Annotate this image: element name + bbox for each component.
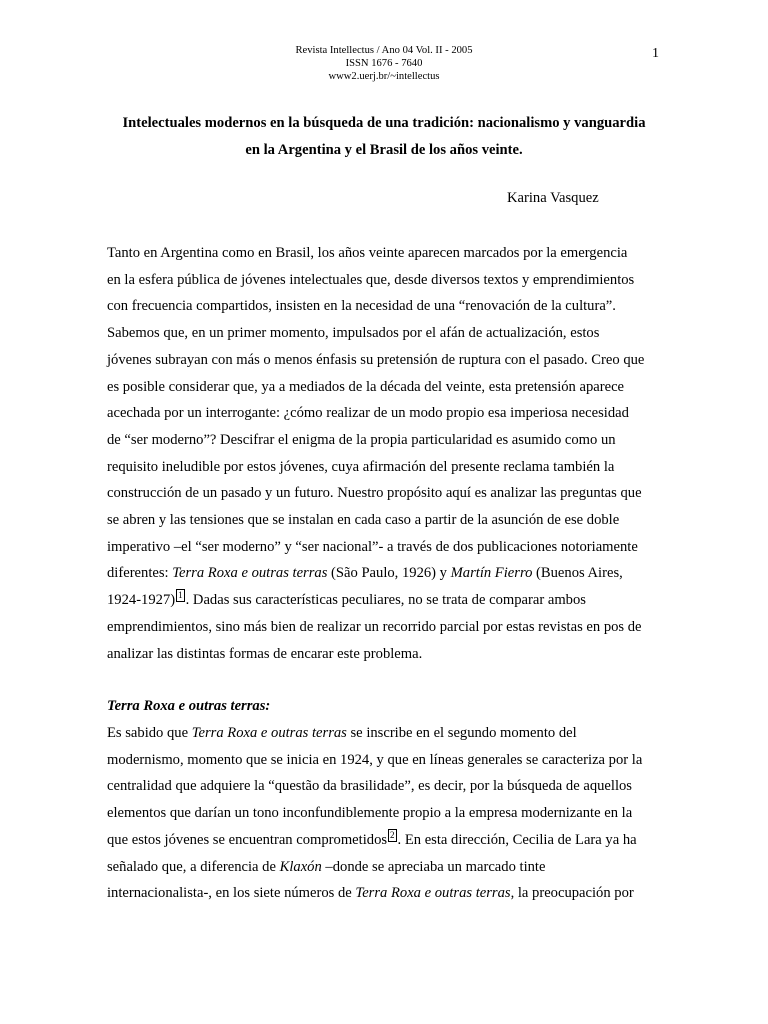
- text-line: [107, 560, 663, 587]
- author-name: Karina Vasquez: [507, 190, 599, 206]
- footnote-link-2[interactable]: 2: [390, 829, 395, 840]
- header-url: www2.uerj.br/~intellectus: [328, 71, 440, 82]
- text-line: emprendimientos, sino más bien de realizar un recorrido parcial por estas revistas en pos de: [107, 618, 642, 635]
- title-line-1: Intelectuales modernos en la búsqueda de una tradición: nacionalismo y vanguardia: [122, 115, 646, 131]
- intro-paragraph: [107, 240, 663, 667]
- text-run: 1924-1927): [107, 592, 176, 609]
- text-run: (Buenos Aires,: [532, 565, 623, 582]
- text-line: requisito ineludible por estos jóvenes, cuya afirmación del presente reclama también la: [107, 458, 615, 475]
- text-run: que estos jóvenes se encuentran comprometidos: [107, 831, 388, 848]
- text-line: [107, 880, 663, 907]
- text-line: construcción de un pasado y un futuro. Nuestro propósito aquí es analizar las preguntas que: [107, 485, 642, 502]
- text-line: imperativo –el “ser moderno” y “ser nacional”- a través de dos publicaciones notoriamente: [107, 538, 638, 555]
- section-paragraph: [107, 720, 663, 907]
- text-run: . En esta dirección, Cecilia de Lara ya ha: [397, 831, 637, 848]
- text-line: de “ser moderno”? Descifrar el enigma de la propia particularidad es asumido como un: [107, 431, 616, 448]
- footnote-link-1[interactable]: 1: [178, 590, 183, 601]
- section-heading: Terra Roxa e outras terras:: [107, 698, 271, 714]
- article-title: [104, 110, 664, 164]
- text-line: Tanto en Argentina como en Brasil, los años veinte aparecen marcados por la emergencia: [107, 245, 628, 261]
- text-line: jóvenes subrayan con más o menos énfasis su pretensión de ruptura con el pasado. Creo que: [107, 351, 645, 368]
- text-line: centralidad que adquiere la “questão da brasilidade”, es decir, por la búsqueda de aquellos: [107, 778, 632, 795]
- text-line: analizar las distintas formas de encarar este problema.: [107, 645, 423, 662]
- text-run: Es sabido que: [107, 725, 192, 741]
- text-run: señalado que, a diferencia de: [107, 858, 280, 875]
- text-line: con frecuencia compartidos, insisten en la necesidad de una “renovación de la cultura”.: [107, 298, 616, 315]
- italic-title-terra-roxa: Terra Roxa e outras terras: [191, 725, 347, 741]
- italic-title-terra-roxa: Terra Roxa e outras terras: [355, 885, 511, 902]
- text-line: Sabemos que, en un primer momento, impulsados por el afán de actualización, estos: [107, 325, 600, 342]
- text-run: internacionalista-, en los siete números de: [107, 885, 356, 902]
- header-journal: Revista Intellectus / Ano 04 Vol. II - 2005: [295, 45, 473, 56]
- italic-title-terra-roxa: Terra Roxa e outras terras: [172, 565, 328, 582]
- text-line: elementos que darían un tono inconfundiblemente propio a la empresa modernizante en la: [107, 805, 633, 822]
- text-line: se abren y las tensiones que se instalan en cada caso a partir de la asunción de ese doble: [107, 512, 620, 529]
- text-line: en la esfera pública de jóvenes intelectuales que, desde diversos textos y emprendimientos: [107, 271, 635, 288]
- text-line: modernismo, momento que se inicia en 1924, y que en líneas generales se caracteriza por la: [107, 751, 643, 768]
- text-run: se inscribe en el segundo momento del: [346, 725, 577, 741]
- text-line: es posible considerar que, ya a mediados de la década del veinte, esta pretensión aparece: [107, 378, 625, 395]
- italic-title-martin-fierro: Martín Fierro: [450, 565, 533, 582]
- text-run: diferentes:: [107, 565, 173, 582]
- page-number: 1: [652, 46, 659, 61]
- header-issn: ISSN 1676 - 7640: [345, 58, 423, 69]
- text-run: (São Paulo, 1926) y: [327, 565, 451, 582]
- text-line: acechada por un interrogante: ¿cómo realizar de un modo propio esa imperiosa necesidad: [107, 405, 629, 422]
- text-run: , la preocupación por: [510, 885, 634, 902]
- text-line: [107, 587, 663, 614]
- italic-title-klaxon: Klaxón: [279, 858, 322, 875]
- title-line-2: en la Argentina y el Brasil de los años veinte.: [245, 142, 523, 158]
- text-line: [107, 827, 663, 854]
- text-run: . Dadas sus características peculiares, no se trata de comparar ambos: [185, 592, 586, 609]
- text-line: [107, 720, 663, 747]
- text-line: [107, 854, 663, 881]
- text-run: –donde se apreciaba un marcado tinte: [321, 858, 546, 875]
